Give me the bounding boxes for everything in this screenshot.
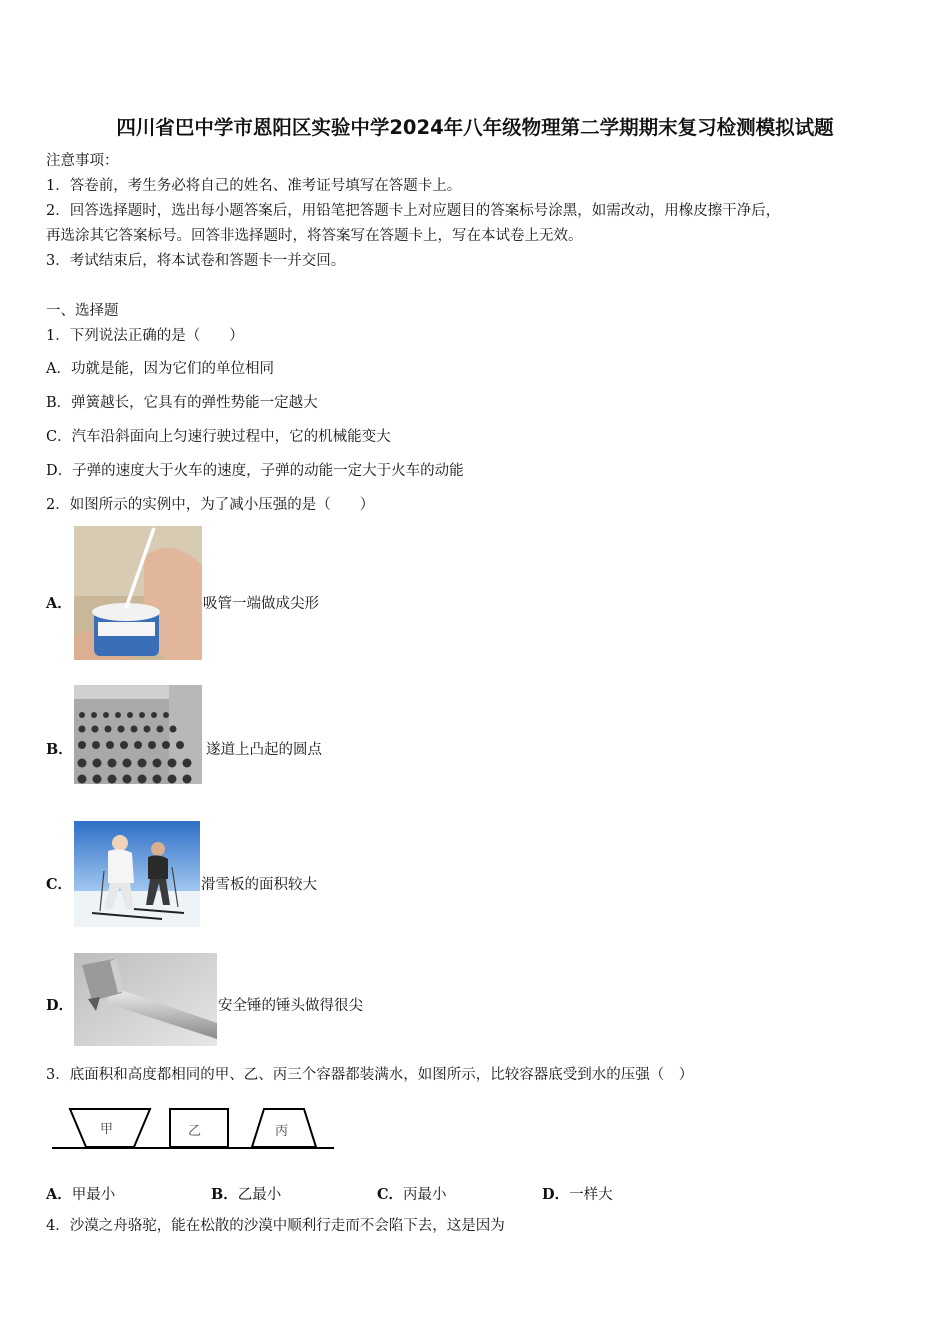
question-3-stem: 3．底面积和高度都相同的甲、乙、丙三个容器都装满水，如图所示，比较容器底受到水的压强（ ） <box>46 1067 694 1083</box>
question-1-stem: 1．下列说法正确的是（ ） <box>46 328 244 344</box>
question-3-choice-c: C．丙最小 <box>377 1186 447 1203</box>
question-2-option-c-label: C． <box>46 876 73 893</box>
question-3-choice-d: D．一样大 <box>542 1186 613 1203</box>
question-1-option-c: C．汽车沿斜面向上匀速行驶过程中，它的机械能变大 <box>46 429 391 445</box>
question-3-choice-b: B．乙最小 <box>211 1186 282 1203</box>
question-4-stem: 4．沙漠之舟骆驼，能在松散的沙漠中顺利行走而不会陷下去，这是因为 <box>46 1218 505 1234</box>
question-3-choice-a: A．甲最小 <box>46 1186 116 1203</box>
question-2-option-a-text: 吸管一端做成尖形 <box>203 596 319 612</box>
section-heading: 一、选择题 <box>46 303 119 319</box>
question-1-option-b: B．弹簧越长，它具有的弹性势能一定越大 <box>46 395 318 411</box>
container-label-bing: 丙 <box>275 1124 289 1139</box>
question-2-option-b-label: B． <box>46 741 73 758</box>
container-label-jia: 甲 <box>100 1122 114 1137</box>
straw-yogurt-photo <box>74 526 202 660</box>
question-2-option-d-text: 安全锤的锤头做得很尖 <box>218 998 363 1014</box>
question-1-option-a: A．功就是能，因为它们的单位相同 <box>46 361 274 377</box>
question-2-option-c-text: 滑雪板的面积较大 <box>201 877 317 893</box>
question-2-option-d-label: D． <box>46 997 74 1014</box>
skiers-photo <box>74 821 200 927</box>
question-2-stem: 2．如图所示的实例中，为了减小压强的是（ ） <box>46 497 375 513</box>
container-label-yi: 乙 <box>188 1124 202 1139</box>
notice-item: 2．回答选择题时，选出每小题答案后，用铅笔把答题卡上对应题目的答案标号涂黑，如需改动，用橡皮擦干净后， <box>46 203 781 219</box>
safety-hammer-photo <box>74 953 217 1046</box>
question-1-option-d: D．子弹的速度大于火车的速度，子弹的动能一定大于火车的动能 <box>46 463 464 479</box>
question-2-option-a-label: A． <box>46 595 72 612</box>
page-title: 四川省巴中学市恩阳区实验中学2024年八年级物理第二学期期末复习检测模拟试题 <box>116 116 834 139</box>
notice-item: 3．考试结束后，将本试卷和答题卡一并交回。 <box>46 253 346 269</box>
notice-item: 1．答卷前，考生务必将自己的姓名、准考证号填写在答题卡上。 <box>46 178 462 194</box>
question-2-option-b-text: 遂道上凸起的圆点 <box>206 742 322 758</box>
notice-item: 再选涂其它答案标号。回答非选择题时，将答案写在答题卡上，写在本试卷上无效。 <box>46 228 583 244</box>
tactile-paving-photo <box>74 685 202 784</box>
notice-heading: 注意事项： <box>46 153 119 169</box>
